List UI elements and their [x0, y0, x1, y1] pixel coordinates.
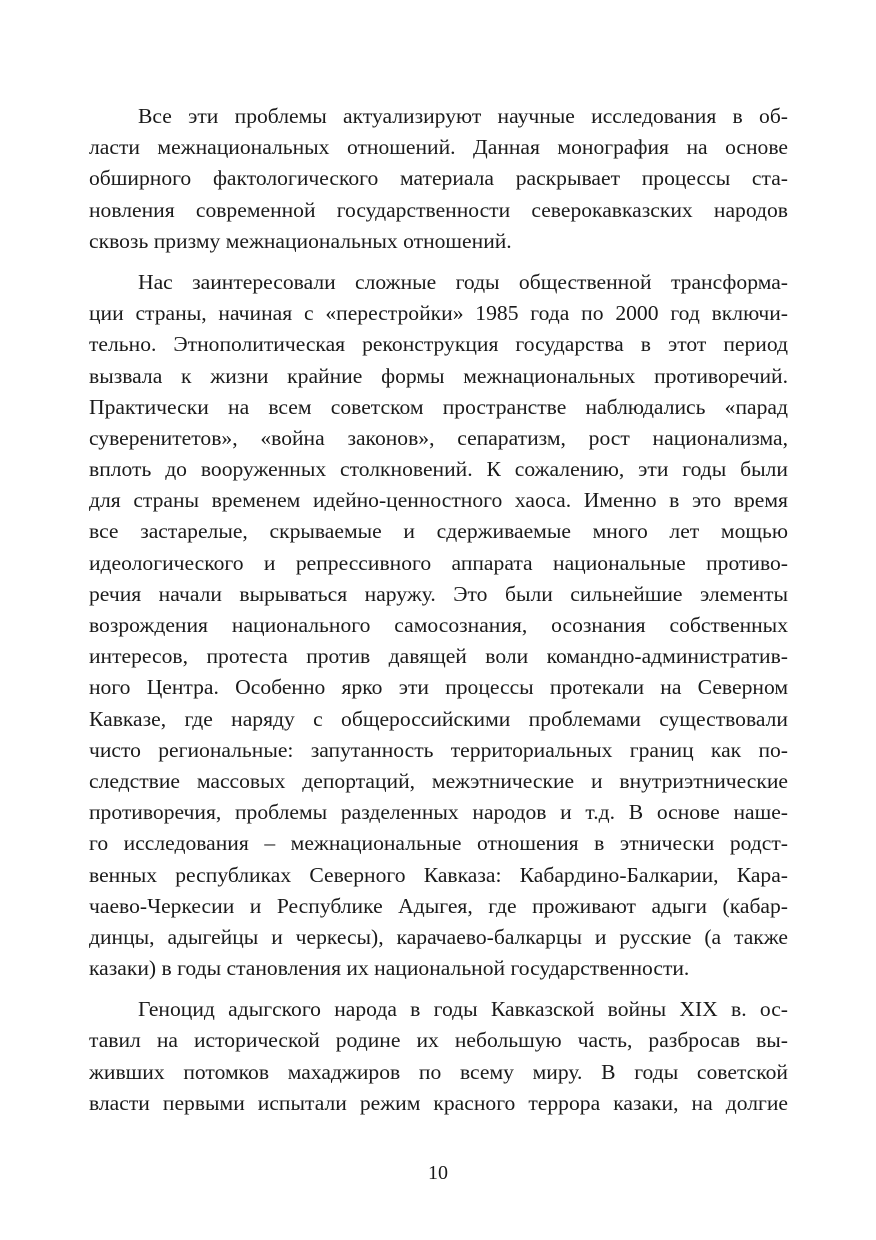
- text-line: интересов, протеста против давящей воли командно-административ-: [89, 644, 788, 669]
- text-line: власти первыми испытали режим красного террора казаки, на долгие: [89, 1090, 788, 1115]
- text-line: Нас заинтересовали сложные годы общественной трансформа-: [138, 269, 788, 294]
- text-line: ласти межнациональных отношений. Данная монография на основе: [89, 135, 788, 160]
- text-line: чаево-Черкесии и Республике Адыгея, где проживают адыги (кабар-: [89, 893, 788, 918]
- text-line: динцы, адыгейцы и черкесы), карачаево-балкарцы и русские (а также: [89, 924, 788, 949]
- text-line: новления современной государственности северокавказских народов: [89, 197, 788, 222]
- paragraph-3: [89, 994, 788, 1119]
- text-line: суверенитетов», «война законов», сепаратизм, рост национализма,: [89, 425, 788, 450]
- page-number: 10: [428, 1162, 448, 1184]
- body-text: [89, 101, 788, 1119]
- text-line: сквозь призму межнациональных отношений.: [89, 228, 512, 253]
- text-line: для страны временем идейно-ценностного хаоса. Именно в это время: [89, 488, 788, 513]
- text-line: следствие массовых депортаций, межэтнические и внутриэтнические: [89, 768, 788, 793]
- text-line: возрождения национального самосознания, осознания собственных: [89, 613, 788, 637]
- text-line: противоречия, проблемы разделенных народов и т.д. В основе наше-: [89, 800, 788, 825]
- text-line: живших потомков махаджиров по всему миру. В годы советской: [89, 1059, 788, 1084]
- text-line: ного Центра. Особенно ярко эти процессы протекали на Северном: [89, 675, 788, 700]
- paragraph-gap: [89, 984, 788, 994]
- text-line: ции страны, начиная с «перестройки» 1985 года по 2000 год включи-: [89, 301, 788, 326]
- text-line: вплоть до вооруженных столкновений. К сожалению, эти годы были: [89, 457, 788, 482]
- text-line: речия начали вырываться наружу. Это были сильнейшие элементы: [89, 581, 788, 606]
- text-line: Практически на всем советском пространстве наблюдались «парад: [89, 394, 788, 419]
- paragraph-gap: [89, 257, 788, 267]
- text-line: все застарелые, скрываемые и сдерживаемые много лет мощью: [89, 519, 788, 544]
- paragraph-1: [89, 101, 788, 257]
- text-line: го исследования – межнациональные отношения в этнически родст-: [89, 831, 788, 856]
- text-line: обширного фактологического материала раскрывает процессы ста-: [89, 166, 788, 191]
- text-line: тельно. Этнополитическая реконструкция государства в этот период: [89, 332, 788, 357]
- text-line: вызвала к жизни крайние формы межнациональных противоречий.: [89, 363, 788, 388]
- text-line: венных республиках Северного Кавказа: Кабардино-Балкарии, Кара-: [89, 862, 788, 887]
- text-line: чисто региональные: запутанность территориальных границ как по-: [89, 737, 788, 762]
- text-line: Все эти проблемы актуализируют научные исследования в об-: [138, 104, 788, 128]
- text-line: идеологического и репрессивного аппарата национальные противо-: [89, 550, 788, 575]
- text-line: казаки) в годы становления их национальной государственности.: [89, 956, 690, 981]
- paragraph-2: [89, 267, 788, 984]
- text-line: тавил на исторической родине их небольшую часть, разбросав вы-: [89, 1028, 788, 1053]
- text-line: Геноцид адыгского народа в годы Кавказской войны XIX в. ос-: [138, 997, 788, 1022]
- text-line: Кавказе, где наряду с общероссийскими проблемами существовали: [89, 706, 788, 731]
